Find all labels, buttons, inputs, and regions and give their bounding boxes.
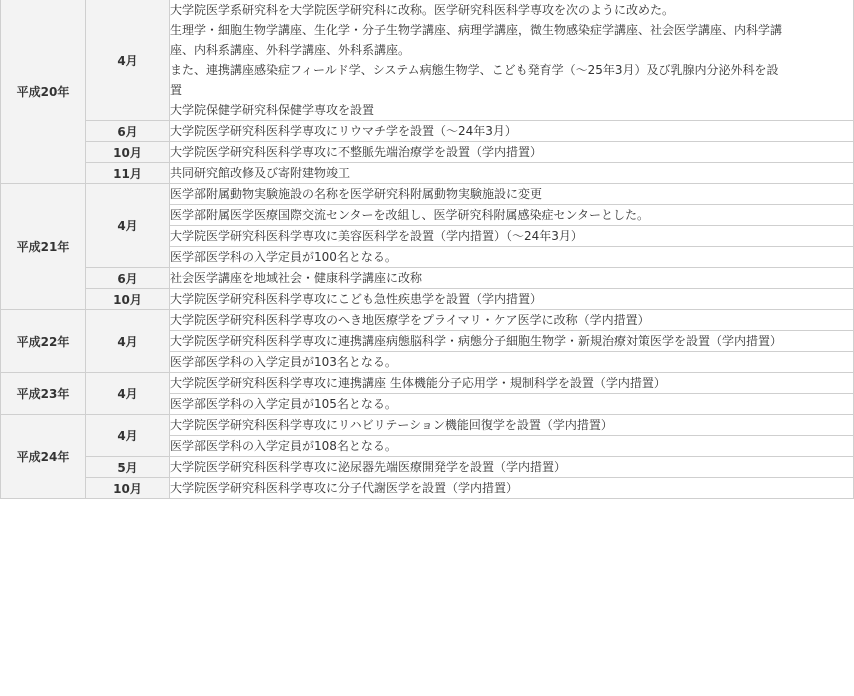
event-text: 大学院医学研究科医科学専攻に連携講座病態脳科学・病態分子細胞生物学・新規治療対策医学を設置（学内措置）: [170, 334, 783, 348]
month-cell: 10月: [86, 142, 170, 163]
event-cell: [170, 268, 854, 289]
event-cell: [170, 457, 854, 478]
table-row: [1, 478, 854, 499]
event-text: 医学部附属動物実験施設の名称を医学研究科附属動物実験施設に変更: [170, 187, 543, 201]
event-text: 大学院保健学研究科保健学専攻を設置: [170, 103, 375, 117]
event-cell: [170, 205, 854, 226]
month-cell: 4月: [86, 310, 170, 373]
table-row: [1, 373, 854, 394]
event-text: 大学院医学研究科医科学専攻に不整脈先端治療学を設置（学内措置）: [170, 145, 543, 159]
event-text: 大学院医学研究科医科学専攻に連携講座 生体機能分子応用学・規制科学を設置（学内措置）: [170, 376, 666, 390]
event-text: 大学院医学研究科医科学専攻に泌尿器先端医療開発学を設置（学内措置）: [170, 460, 567, 474]
event-text: 大学院医学研究科医科学専攻にリウマチ学を設置（～24年3月）: [170, 124, 517, 138]
month-cell: 4月: [86, 0, 170, 121]
table-row: [1, 163, 854, 184]
table-row: [1, 457, 854, 478]
month-cell: 11月: [86, 163, 170, 184]
table-row: [1, 121, 854, 142]
month-cell: 10月: [86, 478, 170, 499]
event-text: 置: [170, 83, 183, 97]
event-text: 医学部附属医学医療国際交流センターを改組し、医学研究科附属感染症センターとした。: [170, 208, 650, 222]
year-cell: 平成22年: [1, 310, 86, 373]
table-row: [1, 184, 854, 205]
table-row: [1, 268, 854, 289]
month-cell: 6月: [86, 121, 170, 142]
event-text: 大学院医学研究科医科学専攻のへき地医療学をプライマリ・ケア医学に改称（学内措置）: [170, 313, 650, 327]
year-cell: 平成21年: [1, 184, 86, 310]
event-text: 大学院医学研究科医科学専攻にリハビリテーション機能回復学を設置（学内措置）: [170, 418, 613, 432]
event-text: また、連携講座感染症フィールド学、システム病態生物学、こども発育学（～25年3月）及び乳腺内分泌外科を設: [170, 63, 779, 77]
event-cell: [170, 478, 854, 499]
event-text: 大学院医学研究科医科学専攻にこども急性疾患学を設置（学内措置）: [170, 292, 543, 306]
table-row: [1, 415, 854, 436]
event-text: 医学部医学科の入学定員が100名となる。: [170, 250, 397, 264]
event-text: 大学院医学系研究科を大学院医学研究科に改称。医学研究科医科学専攻を次のように改めた。: [170, 3, 675, 17]
event-text: 座、内科系講座、外科学講座、外科系講座。: [170, 43, 411, 57]
event-text: 医学部医学科の入学定員が108名となる。: [170, 439, 397, 453]
year-cell: 平成23年: [1, 373, 86, 415]
event-cell: [170, 331, 854, 352]
event-text: 大学院医学研究科医科学専攻に分子代謝医学を設置（学内措置）: [170, 481, 519, 495]
event-cell: [170, 289, 854, 310]
event-cell: [170, 415, 854, 436]
event-cell: [170, 394, 854, 415]
event-cell: [170, 373, 854, 394]
table-row: [1, 142, 854, 163]
event-text: 社会医学講座を地域社会・健康科学講座に改称: [170, 271, 423, 285]
event-cell: [170, 163, 854, 184]
event-cell: [170, 184, 854, 205]
event-text: 共同研究館改修及び寄附建物竣工: [170, 166, 351, 180]
event-text: 大学院医学研究科医科学専攻に美容医科学を設置（学内措置）（～24年3月）: [170, 229, 583, 243]
month-cell: 10月: [86, 289, 170, 310]
history-table-body: [1, 0, 854, 499]
year-cell: 平成20年: [1, 0, 86, 184]
table-row: [1, 310, 854, 331]
month-cell: 4月: [86, 184, 170, 268]
event-cell: [170, 310, 854, 331]
event-text: 医学部医学科の入学定員が103名となる。: [170, 355, 397, 369]
month-cell: 4月: [86, 373, 170, 415]
event-cell: [170, 247, 854, 268]
event-cell: [170, 0, 854, 121]
event-cell: [170, 121, 854, 142]
table-row: [1, 0, 854, 121]
event-cell: [170, 352, 854, 373]
event-cell: [170, 142, 854, 163]
month-cell: 6月: [86, 268, 170, 289]
event-text: 医学部医学科の入学定員が105名となる。: [170, 397, 397, 411]
year-cell: 平成24年: [1, 415, 86, 499]
event-text: 生理学・細胞生物学講座、生化学・分子生物学講座、病理学講座，微生物感染症学講座、社会医学講座、内科学講: [170, 23, 783, 37]
event-cell: [170, 226, 854, 247]
table-row: [1, 289, 854, 310]
month-cell: 5月: [86, 457, 170, 478]
month-cell: 4月: [86, 415, 170, 457]
event-cell: [170, 436, 854, 457]
